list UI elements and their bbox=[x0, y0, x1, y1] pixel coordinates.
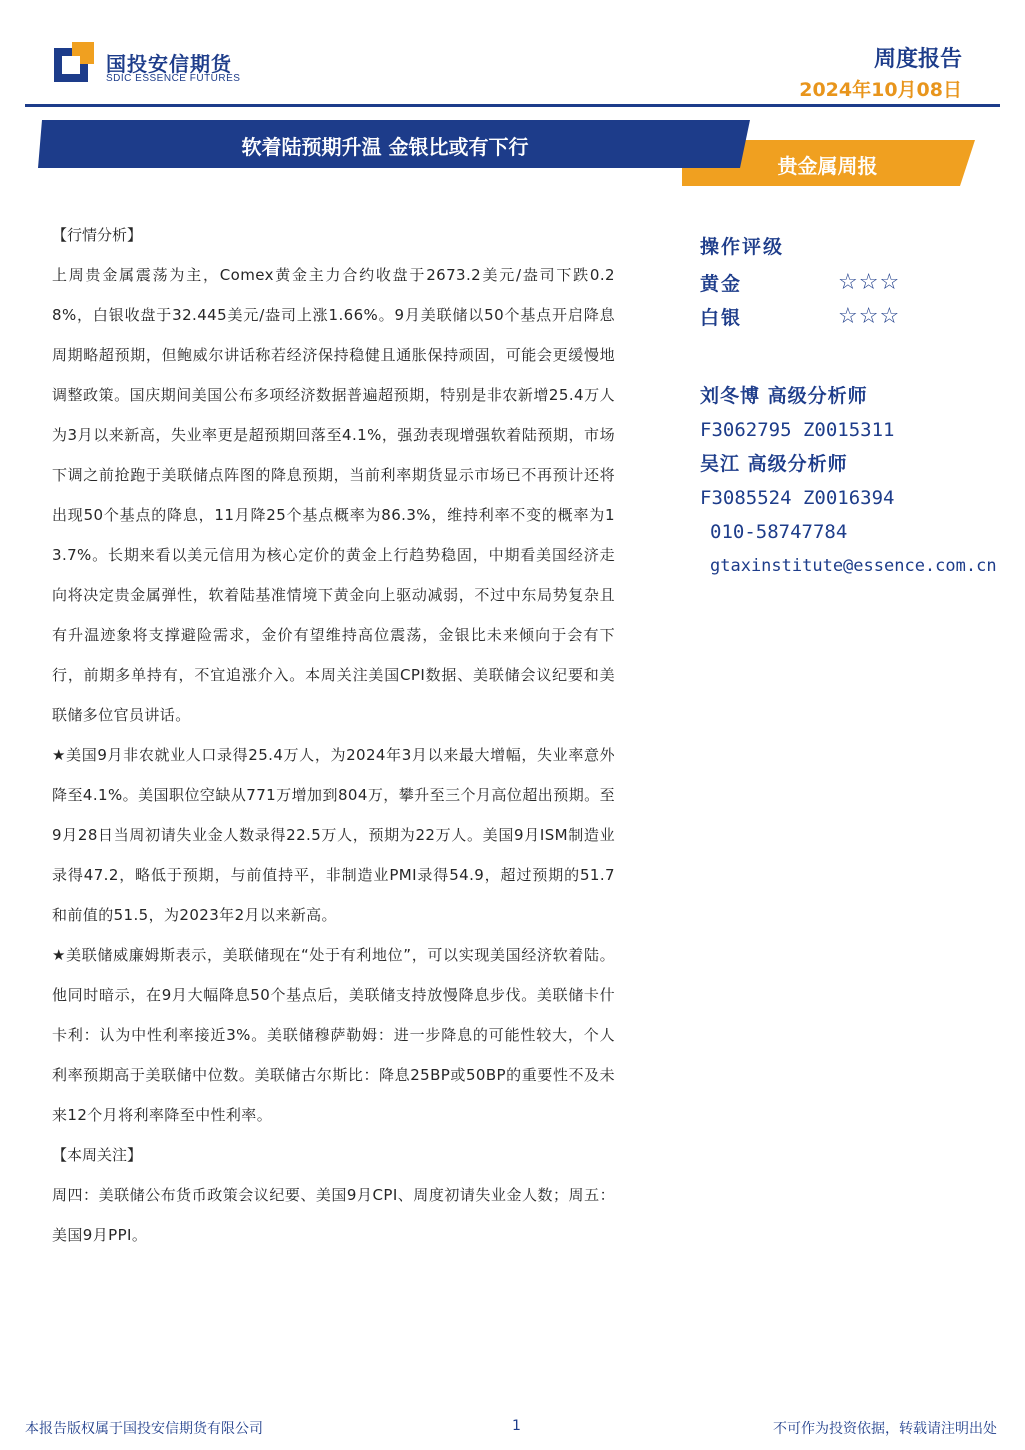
report-category: 贵金属周报 bbox=[777, 154, 878, 178]
report-type: 周度报告 bbox=[873, 47, 962, 72]
report-date: 2024年10月08日 bbox=[799, 79, 962, 101]
footer-disclaimer: 不可作为投资依据，转载请注明出处 bbox=[773, 1421, 997, 1437]
analyst-name: 吴江 高级分析师 bbox=[700, 453, 848, 475]
analyst-cert: F3085524 Z0016394 bbox=[700, 487, 895, 509]
header-divider bbox=[25, 104, 1000, 107]
logo-mark-icon bbox=[54, 42, 98, 86]
analyst-cert: F3062795 Z0015311 bbox=[700, 419, 895, 441]
paragraph-market-analysis: 上周贵金属震荡为主，Comex黄金主力合约收盘于2673.2美元/盎司下跌0.28%，白银收盘于32.445美元/盎司上涨1.66%。9月美联储以50个基点开启降息周期略超预期，但鲍威尔讲话称若经济保持稳健且通胀保持顽固，可能会更缓慢地调整政策。国庆期间美国公布多项经济数据普遍超预期，特别是非农新增25.4万人为3月以来新高，失业率更是超预期回落至4.1%，强劲表现增强软着陆预期，市场下调之前抢跑于美联储点阵图的降息预期，当前利率期货显示市场已不再预计还将出现50个基点的降息，11月降25个基点概率为86.3%，维持利率不变的概率为13.7%。长期来看以美元信用为核心定价的黄金上行趋势稳固，中期看美国经济走向将决定贵金属弹性，软着陆基准情境下黄金向上驱动减弱，不过中东局势复杂且有升温迹象将支撑避险需求，金价有望维持高位震荡，金银比未来倾向于会有下行，前期多单持有，不宜追涨介入。本周关注美国CPI数据、美联储会议纪要和美联储多位官员讲话。 bbox=[52, 266, 615, 724]
company-logo bbox=[54, 42, 304, 92]
main-content bbox=[52, 215, 615, 1255]
page-number: 1 bbox=[512, 1418, 521, 1434]
paragraph-us-data: ★美国9月非农就业人口录得25.4万人，为2024年3月以来最大增幅，失业率意外降至4.1%。美国职位空缺从771万增加到804万，攀升至三个月高位超出预期。至9月28日当周初请失业金人数录得22.5万人，预期为22万人。美国9月ISM制造业录得47.2，略低于预期，与前值持平，非制造业PMI录得54.9，超过预期的51.7和前值的51.5，为2023年2月以来新高。 bbox=[52, 746, 615, 924]
footer-copyright: 本报告版权属于国投安信期货有限公司 bbox=[25, 1421, 263, 1437]
contact-phone: 010-58747784 bbox=[710, 521, 848, 543]
analyst-name: 刘冬博 高级分析师 bbox=[700, 385, 868, 407]
paragraph-week-focus: 周四：美联储公布货币政策会议纪要、美国9月CPI、周度初请失业金人数；周五：美国9月PPI。 bbox=[52, 1186, 615, 1244]
paragraph-fed-speakers: ★美联储威廉姆斯表示，美联储现在“处于有利地位”，可以实现美国经济软着陆。他同时暗示，在9月大幅降息50个基点后，美联储支持放慢降息步伐。美联储卡什卡利：认为中性利率接近3%。美联储穆萨勒姆：进一步降息的可能性较大，个人利率预期高于美联储中位数。美联储古尔斯比：降息25BP或50BP的重要性不及未来12个月将利率降至中性利率。 bbox=[52, 946, 615, 1124]
section-title-market-analysis: 【行情分析】 bbox=[52, 226, 143, 244]
logo-text-en: SDIC ESSENCE FUTURES bbox=[106, 73, 241, 84]
logo-text-cn: 国投安信期货 bbox=[106, 52, 232, 76]
star-rating-icon: ☆☆☆ bbox=[838, 269, 901, 295]
rating-title: 操作评级 bbox=[700, 236, 785, 258]
sidebar bbox=[700, 232, 1020, 583]
contact-email[interactable]: gtaxinstitute@essence.com.cn bbox=[710, 556, 997, 576]
rating-name: 白银 bbox=[700, 306, 743, 329]
report-title: 软着陆预期升温 金银比或有下行 bbox=[241, 135, 529, 159]
star-rating-icon: ☆☆☆ bbox=[838, 303, 901, 329]
rating-row-gold bbox=[700, 265, 1020, 299]
rating-name: 黄金 bbox=[700, 272, 743, 295]
section-title-week-focus: 【本周关注】 bbox=[52, 1146, 143, 1164]
rating-row-silver bbox=[700, 299, 1020, 333]
